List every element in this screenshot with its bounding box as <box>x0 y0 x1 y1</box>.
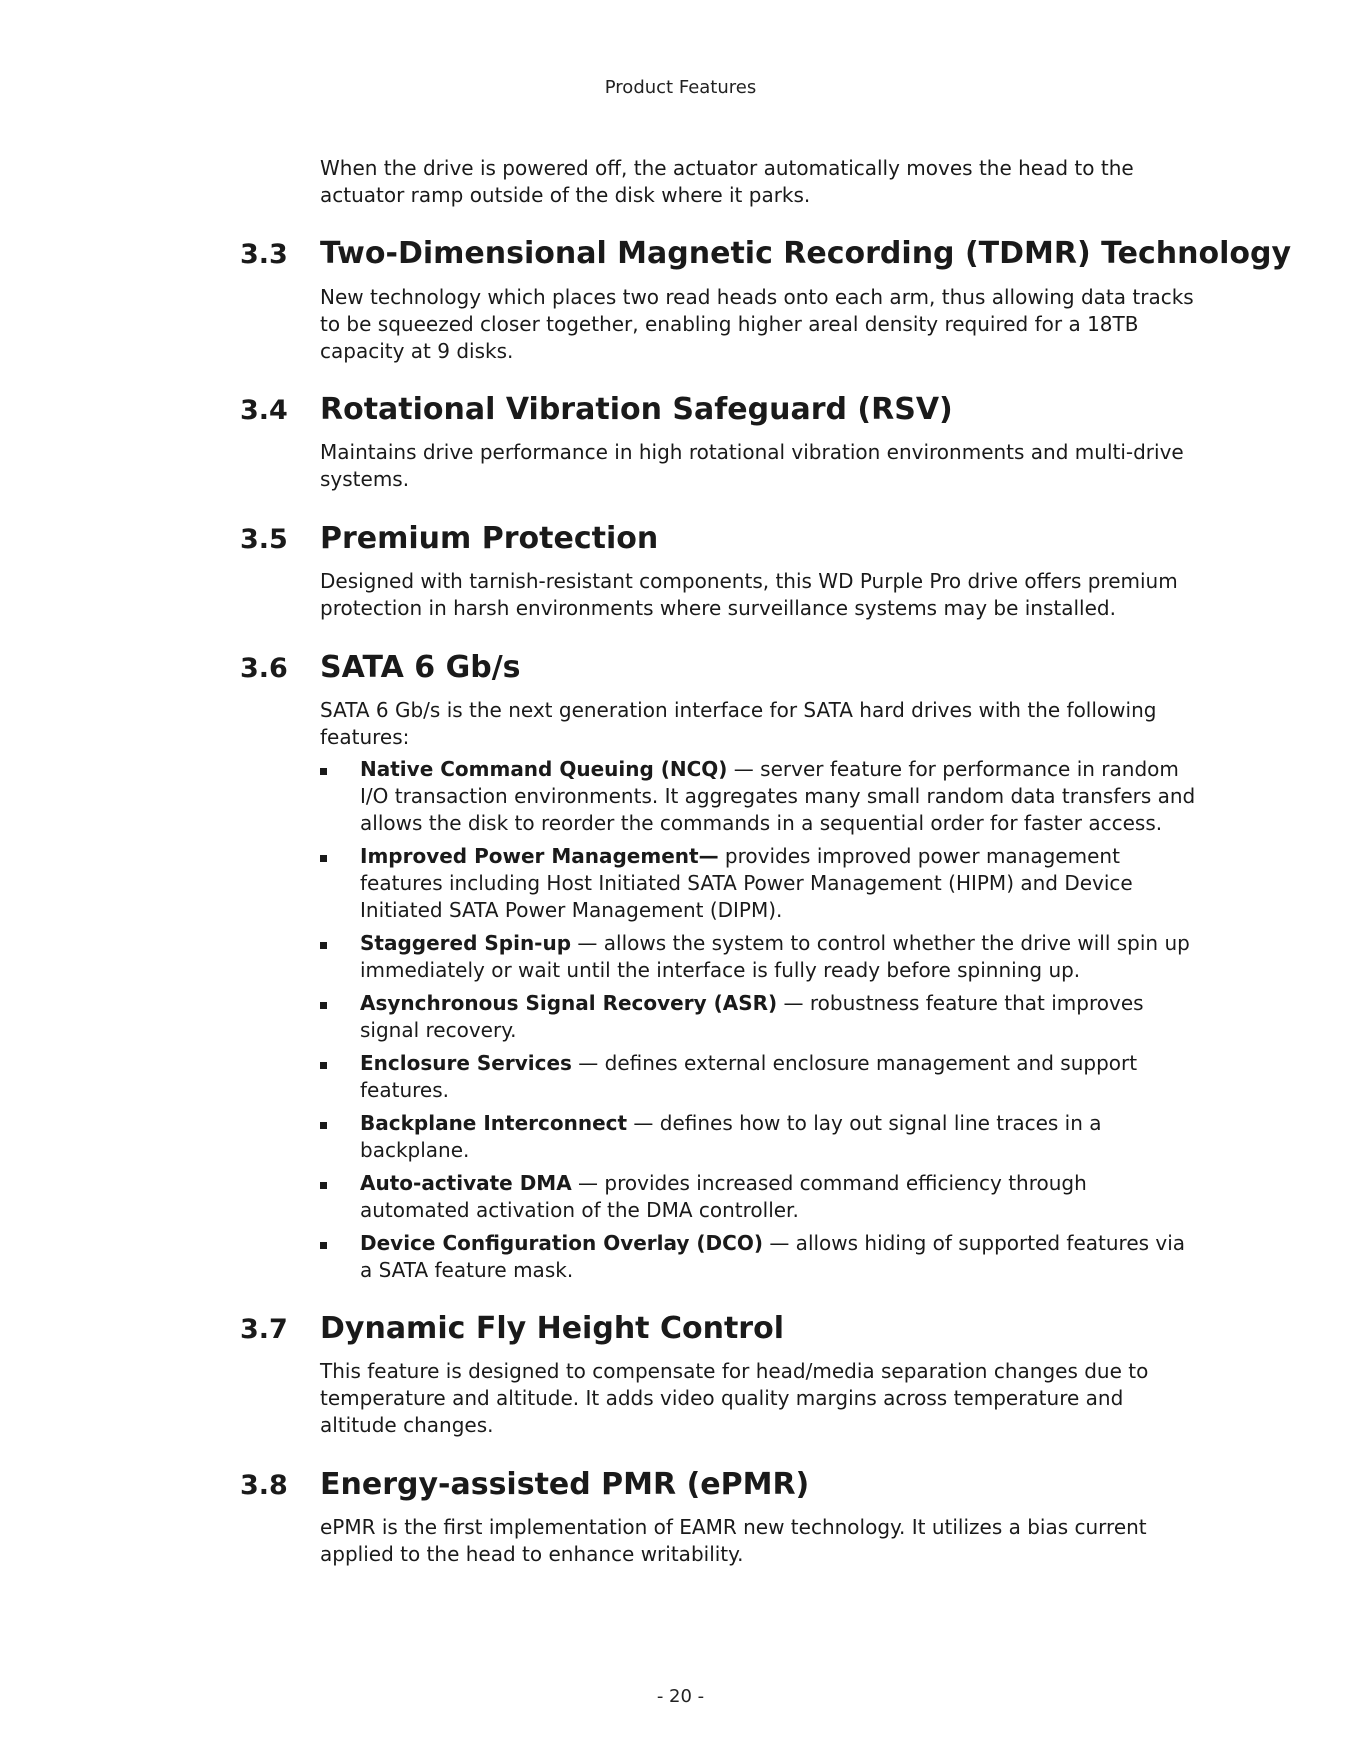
bullet-term: Improved Power Management— <box>360 844 719 868</box>
section-body-epmr: ePMR is the first implementation of EAMR new technology. It utilizes a bias current applied to the head to enhance writability. <box>320 1515 1147 1566</box>
list-item <box>320 1050 1200 1104</box>
bullet-text: — provides increased command efficiency through automated activation of the DMA controller. <box>360 1171 1087 1222</box>
bullet-term: Backplane Interconnect <box>360 1111 628 1135</box>
bullet-term: Auto-activate DMA <box>360 1171 572 1195</box>
section-number-3-4: 3.4 <box>240 395 288 426</box>
list-item <box>320 930 1200 984</box>
bullet-square-icon <box>320 1182 327 1189</box>
bullet-square-icon <box>320 1122 327 1129</box>
section-number-3-6: 3.6 <box>240 653 288 684</box>
list-item <box>320 1170 1200 1224</box>
bullet-text: — server feature for performance in random I/O transaction environments. It aggregates many small random data transfers and allows the disk to reorder the commands in a sequential order for faster access. <box>360 757 1196 835</box>
intro-paragraph: When the drive is powered off, the actuator automatically moves the head to the actuator ramp outside of the disk where it parks. <box>320 156 1134 207</box>
section-number-3-7: 3.7 <box>240 1314 288 1345</box>
list-item <box>320 990 1200 1044</box>
bullet-term: Device Configuration Overlay (DCO) <box>360 1231 763 1255</box>
list-item <box>320 1110 1200 1164</box>
bullet-square-icon <box>320 1062 327 1069</box>
section-title-rsv: Rotational Vibration Safeguard (RSV) <box>320 392 953 427</box>
section-number-3-8: 3.8 <box>240 1470 288 1501</box>
bullet-square-icon <box>320 1242 327 1249</box>
section-title-fly-height: Dynamic Fly Height Control <box>320 1311 784 1346</box>
section-body-tdmr: New technology which places two read heads onto each arm, thus allowing data tracks to be squeezed closer together, enabling higher areal density required for a 18TB capacity at 9 disks. <box>320 285 1194 363</box>
bullet-text: — defines external enclosure management and support features. <box>360 1051 1138 1102</box>
list-item <box>320 843 1200 924</box>
running-header: Product Features <box>604 77 757 98</box>
bullet-text: — robustness feature that improves signal recovery. <box>360 991 1144 1042</box>
bullet-text: provides improved power management features including Host Initiated SATA Power Management (HIPM) and Device Initiated SATA Power Management (DIPM). <box>360 844 1133 922</box>
bullet-term: Native Command Queuing (NCQ) <box>360 757 728 781</box>
bullet-term: Enclosure Services <box>360 1051 572 1075</box>
bullet-text: — defines how to lay out signal line traces in a backplane. <box>360 1111 1102 1162</box>
section-body-sata: SATA 6 Gb/s is the next generation interface for SATA hard drives with the following features: <box>320 698 1157 749</box>
section-title-premium-protection: Premium Protection <box>320 521 659 556</box>
sata-feature-list <box>320 756 1200 1290</box>
section-body-premium-protection: Designed with tarnish-resistant components, this WD Purple Pro drive offers premium protection in harsh environments where surveillance systems may be installed. <box>320 569 1178 620</box>
bullet-square-icon <box>320 942 327 949</box>
section-title-tdmr: Two-Dimensional Magnetic Recording (TDMR) Technology <box>320 236 1292 271</box>
section-body-fly-height: This feature is designed to compensate for head/media separation changes due to temperature and altitude. It adds video quality margins across temperature and altitude changes. <box>320 1359 1149 1437</box>
bullet-square-icon <box>320 855 327 862</box>
section-number-3-3: 3.3 <box>240 239 288 270</box>
bullet-text: — allows the system to control whether the drive will spin up immediately or wait until the interface is fully ready before spinning up. <box>360 931 1190 982</box>
bullet-term: Staggered Spin-up <box>360 931 572 955</box>
section-title-sata: SATA 6 Gb/s <box>320 650 521 685</box>
bullet-term: Asynchronous Signal Recovery (ASR) <box>360 991 778 1015</box>
bullet-text: — allows hiding of supported features via a SATA feature mask. <box>360 1231 1186 1282</box>
page-number: - 20 - <box>656 1686 705 1707</box>
section-body-rsv: Maintains drive performance in high rotational vibration environments and multi-drive systems. <box>320 440 1184 491</box>
list-item <box>320 756 1200 837</box>
section-title-epmr: Energy-assisted PMR (ePMR) <box>320 1467 810 1502</box>
section-number-3-5: 3.5 <box>240 524 288 555</box>
bullet-square-icon <box>320 768 327 775</box>
bullet-square-icon <box>320 1002 327 1009</box>
list-item <box>320 1230 1200 1284</box>
